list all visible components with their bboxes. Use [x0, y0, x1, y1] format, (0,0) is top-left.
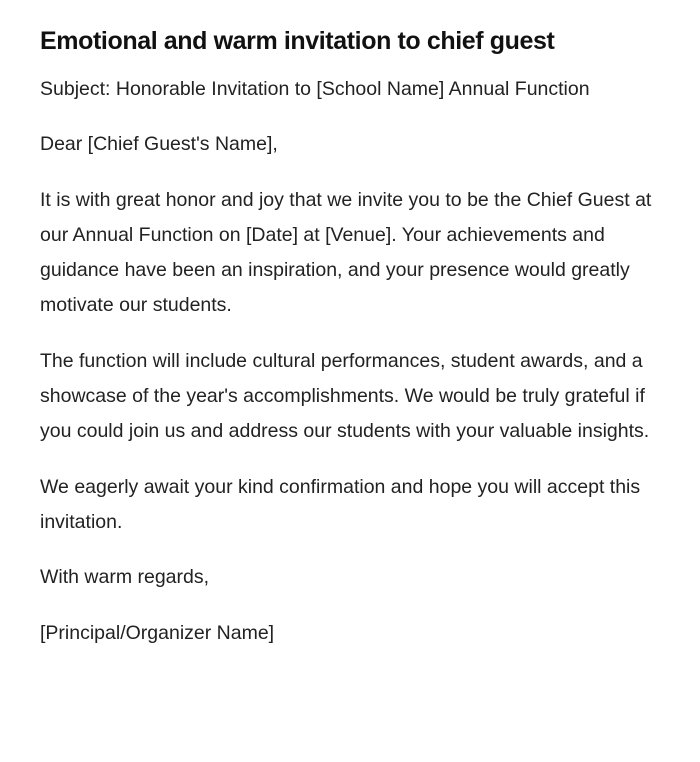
letter-salutation: Dear [Chief Guest's Name], — [40, 133, 278, 156]
letter-signature: [Principal/Organizer Name] — [40, 621, 275, 644]
letter-paragraph-2: The function will include cultural performances, student awards, and a showcase of the year's accomplishments. We would be truly grateful if you could join us and address our students with your valuable insights. — [40, 349, 650, 443]
document-title: Emotional and warm invitation to chief guest — [40, 27, 555, 55]
letter-paragraph-3: We eagerly await your kind confirmation and hope you will accept this invitation. — [40, 475, 641, 533]
letter-closing: With warm regards, — [40, 566, 210, 589]
letter-paragraph-1: It is with great honor and joy that we invite you to be the Chief Guest at our Annual Function on [Date] at [Venue]. Your achievements and guidance have been an inspiration, and your presence would greatly motivate our students. — [40, 188, 652, 317]
letter-subject: Subject: Honorable Invitation to [School Name] Annual Function — [40, 78, 590, 100]
